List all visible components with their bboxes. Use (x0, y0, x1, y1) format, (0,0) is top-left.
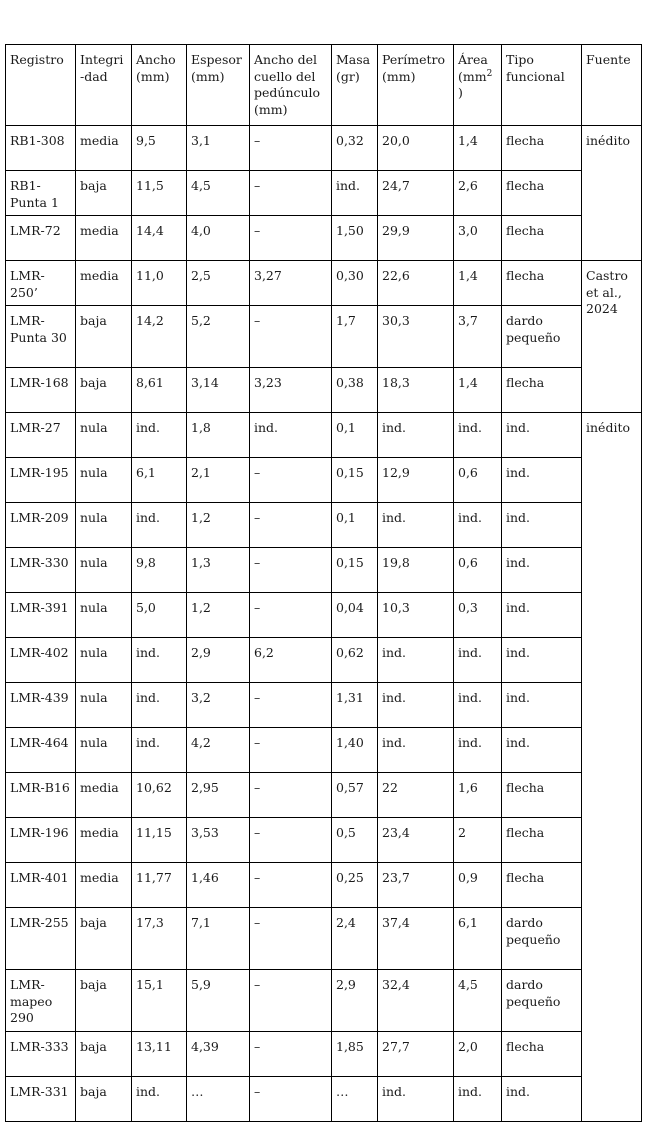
table-body (6, 126, 642, 1122)
cell-espesor: 2,9 (187, 638, 250, 683)
table-row (6, 683, 642, 728)
cell-espesor: … (187, 1077, 250, 1122)
table-row (6, 728, 642, 773)
cell-cuello: – (250, 863, 332, 908)
cell-registro: LMR-195 (6, 458, 76, 503)
cell-tipo: flecha (502, 818, 582, 863)
cell-masa: 1,50 (332, 216, 378, 261)
cell-masa: … (332, 1077, 378, 1122)
cell-espesor: 4,5 (187, 171, 250, 216)
table-row (6, 261, 642, 306)
cell-ancho: 9,5 (132, 126, 187, 171)
cell-tipo: dardo pequeño (502, 306, 582, 368)
cell-area: ind. (454, 683, 502, 728)
cell-ancho: 15,1 (132, 970, 187, 1032)
cell-fuente: Castro et al., 2024 (582, 261, 642, 413)
cell-tipo: ind. (502, 593, 582, 638)
cell-masa: 0,32 (332, 126, 378, 171)
cell-perimetro: ind. (378, 638, 454, 683)
cell-masa: 0,5 (332, 818, 378, 863)
cell-area: 0,6 (454, 548, 502, 593)
cell-perimetro: ind. (378, 683, 454, 728)
cell-area: 1,6 (454, 773, 502, 818)
cell-registro: RB1-308 (6, 126, 76, 171)
cell-masa: 0,62 (332, 638, 378, 683)
cell-espesor: 5,9 (187, 970, 250, 1032)
cell-integridad: nula (76, 683, 132, 728)
cell-area: 3,7 (454, 306, 502, 368)
cell-area: 6,1 (454, 908, 502, 970)
cell-espesor: 7,1 (187, 908, 250, 970)
cell-cuello: – (250, 458, 332, 503)
cell-tipo: flecha (502, 773, 582, 818)
cell-perimetro: 32,4 (378, 970, 454, 1032)
cell-perimetro: 29,9 (378, 216, 454, 261)
cell-tipo: flecha (502, 216, 582, 261)
cell-integridad: media (76, 216, 132, 261)
cell-integridad: nula (76, 593, 132, 638)
cell-espesor: 2,95 (187, 773, 250, 818)
cell-tipo: flecha (502, 171, 582, 216)
cell-registro: LMR-168 (6, 368, 76, 413)
cell-integridad: baja (76, 1032, 132, 1077)
cell-cuello: – (250, 683, 332, 728)
cell-perimetro: 10,3 (378, 593, 454, 638)
cell-tipo: flecha (502, 261, 582, 306)
cell-registro: LMR-27 (6, 413, 76, 458)
cell-integridad: baja (76, 970, 132, 1032)
cell-perimetro: 22,6 (378, 261, 454, 306)
cell-registro: LMR-mapeo 290 (6, 970, 76, 1032)
cell-ancho: 13,11 (132, 1032, 187, 1077)
cell-perimetro: 37,4 (378, 908, 454, 970)
cell-espesor: 4,0 (187, 216, 250, 261)
cell-cuello: – (250, 773, 332, 818)
cell-integridad: nula (76, 548, 132, 593)
cell-integridad: baja (76, 368, 132, 413)
header-row (6, 45, 642, 126)
cell-espesor: 3,14 (187, 368, 250, 413)
cell-registro: LMR-196 (6, 818, 76, 863)
cell-cuello: – (250, 908, 332, 970)
header-integridad: Integri-dad (76, 45, 132, 126)
cell-integridad: baja (76, 1077, 132, 1122)
cell-cuello: – (250, 818, 332, 863)
cell-integridad: nula (76, 458, 132, 503)
cell-masa: 1,7 (332, 306, 378, 368)
cell-cuello: – (250, 1032, 332, 1077)
cell-tipo: dardo pequeño (502, 908, 582, 970)
cell-ancho: ind. (132, 413, 187, 458)
cell-registro: LMR-401 (6, 863, 76, 908)
cell-masa: 0,25 (332, 863, 378, 908)
table-row (6, 368, 642, 413)
cell-tipo: ind. (502, 638, 582, 683)
header-area-close: ) (458, 85, 463, 100)
cell-espesor: 1,8 (187, 413, 250, 458)
cell-tipo: flecha (502, 1032, 582, 1077)
table-row (6, 970, 642, 1032)
cell-integridad: baja (76, 908, 132, 970)
cell-cuello: – (250, 728, 332, 773)
cell-fuente: inédito (582, 126, 642, 261)
cell-espesor: 1,3 (187, 548, 250, 593)
cell-integridad: nula (76, 728, 132, 773)
cell-area: ind. (454, 1077, 502, 1122)
cell-ancho: ind. (132, 503, 187, 548)
table-row (6, 908, 642, 970)
cell-area: 1,4 (454, 368, 502, 413)
cell-fuente: inédito (582, 413, 642, 1122)
cell-registro: RB1-Punta 1 (6, 171, 76, 216)
cell-area: 2 (454, 818, 502, 863)
cell-perimetro: 23,4 (378, 818, 454, 863)
cell-cuello: – (250, 548, 332, 593)
cell-integridad: media (76, 773, 132, 818)
cell-ancho: 11,5 (132, 171, 187, 216)
cell-cuello: ind. (250, 413, 332, 458)
cell-tipo: ind. (502, 413, 582, 458)
cell-espesor: 2,1 (187, 458, 250, 503)
cell-registro: LMR-439 (6, 683, 76, 728)
table-row (6, 306, 642, 368)
cell-espesor: 3,1 (187, 126, 250, 171)
header-fuente: Fuente (582, 45, 642, 126)
cell-masa: ind. (332, 171, 378, 216)
cell-integridad: media (76, 126, 132, 171)
cell-perimetro: 18,3 (378, 368, 454, 413)
table-row (6, 593, 642, 638)
cell-integridad: nula (76, 503, 132, 548)
cell-ancho: 8,61 (132, 368, 187, 413)
cell-ancho: ind. (132, 1077, 187, 1122)
cell-area: 4,5 (454, 970, 502, 1032)
cell-espesor: 3,2 (187, 683, 250, 728)
table-row (6, 638, 642, 683)
table-row (6, 503, 642, 548)
cell-tipo: flecha (502, 126, 582, 171)
cell-registro: LMR-402 (6, 638, 76, 683)
cell-cuello: – (250, 126, 332, 171)
table-row (6, 126, 642, 171)
header-espesor: Espesor (mm) (187, 45, 250, 126)
cell-registro: LMR-331 (6, 1077, 76, 1122)
table-row (6, 548, 642, 593)
cell-registro: LMR-391 (6, 593, 76, 638)
cell-area: 1,4 (454, 261, 502, 306)
header-area-label: Área (mm (458, 52, 488, 84)
cell-registro: LMR-255 (6, 908, 76, 970)
cell-cuello: 6,2 (250, 638, 332, 683)
cell-registro: LMR-333 (6, 1032, 76, 1077)
data-table (5, 44, 642, 1122)
cell-ancho: 14,4 (132, 216, 187, 261)
cell-area: 0,6 (454, 458, 502, 503)
cell-tipo: flecha (502, 368, 582, 413)
cell-integridad: nula (76, 413, 132, 458)
cell-ancho: 10,62 (132, 773, 187, 818)
table-row (6, 1077, 642, 1122)
cell-ancho: 11,15 (132, 818, 187, 863)
cell-tipo: ind. (502, 1077, 582, 1122)
cell-masa: 1,85 (332, 1032, 378, 1077)
cell-integridad: media (76, 818, 132, 863)
table-row (6, 773, 642, 818)
table-row (6, 458, 642, 503)
cell-cuello: – (250, 306, 332, 368)
header-cuello: Ancho del cuello del pedúnculo (mm) (250, 45, 332, 126)
cell-masa: 0,57 (332, 773, 378, 818)
cell-masa: 2,9 (332, 970, 378, 1032)
cell-ancho: 9,8 (132, 548, 187, 593)
cell-perimetro: 12,9 (378, 458, 454, 503)
cell-ancho: ind. (132, 728, 187, 773)
header-ancho: Ancho (mm) (132, 45, 187, 126)
cell-masa: 0,1 (332, 503, 378, 548)
header-masa: Masa (gr) (332, 45, 378, 126)
cell-area: 2,0 (454, 1032, 502, 1077)
cell-espesor: 4,39 (187, 1032, 250, 1077)
cell-area: ind. (454, 638, 502, 683)
cell-ancho: 17,3 (132, 908, 187, 970)
header-tipo: Tipo funcional (502, 45, 582, 126)
header-registro: Registro (6, 45, 76, 126)
cell-perimetro: 27,7 (378, 1032, 454, 1077)
cell-ancho: 5,0 (132, 593, 187, 638)
cell-ancho: ind. (132, 638, 187, 683)
cell-cuello: 3,23 (250, 368, 332, 413)
cell-ancho: 6,1 (132, 458, 187, 503)
cell-registro: LMR-Punta 30 (6, 306, 76, 368)
cell-perimetro: 24,7 (378, 171, 454, 216)
cell-tipo: ind. (502, 728, 582, 773)
cell-ancho: 11,0 (132, 261, 187, 306)
cell-masa: 1,31 (332, 683, 378, 728)
cell-tipo: ind. (502, 503, 582, 548)
cell-espesor: 5,2 (187, 306, 250, 368)
cell-area: 2,6 (454, 171, 502, 216)
cell-cuello: – (250, 216, 332, 261)
cell-integridad: media (76, 863, 132, 908)
cell-tipo: ind. (502, 548, 582, 593)
cell-masa: 0,38 (332, 368, 378, 413)
cell-registro: LMR-464 (6, 728, 76, 773)
cell-area: 0,3 (454, 593, 502, 638)
cell-area: 1,4 (454, 126, 502, 171)
cell-cuello: – (250, 593, 332, 638)
cell-espesor: 3,53 (187, 818, 250, 863)
cell-integridad: media (76, 261, 132, 306)
cell-perimetro: ind. (378, 1077, 454, 1122)
cell-ancho: 11,77 (132, 863, 187, 908)
table-row (6, 413, 642, 458)
cell-espesor: 1,2 (187, 593, 250, 638)
cell-registro: LMR-72 (6, 216, 76, 261)
table-row (6, 818, 642, 863)
cell-perimetro: ind. (378, 503, 454, 548)
cell-registro: LMR-B16 (6, 773, 76, 818)
cell-perimetro: 20,0 (378, 126, 454, 171)
cell-integridad: baja (76, 171, 132, 216)
cell-perimetro: 19,8 (378, 548, 454, 593)
cell-cuello: – (250, 503, 332, 548)
table-row (6, 216, 642, 261)
cell-cuello: – (250, 970, 332, 1032)
cell-registro: LMR-250’ (6, 261, 76, 306)
cell-cuello: – (250, 171, 332, 216)
cell-masa: 0,30 (332, 261, 378, 306)
cell-masa: 2,4 (332, 908, 378, 970)
cell-tipo: ind. (502, 458, 582, 503)
cell-area: ind. (454, 413, 502, 458)
cell-area: ind. (454, 503, 502, 548)
cell-cuello: 3,27 (250, 261, 332, 306)
cell-masa: 0,1 (332, 413, 378, 458)
cell-perimetro: ind. (378, 413, 454, 458)
cell-area: ind. (454, 728, 502, 773)
cell-tipo: flecha (502, 863, 582, 908)
table-row (6, 863, 642, 908)
cell-masa: 0,15 (332, 458, 378, 503)
cell-ancho: ind. (132, 683, 187, 728)
cell-perimetro: 23,7 (378, 863, 454, 908)
cell-integridad: nula (76, 638, 132, 683)
cell-espesor: 1,46 (187, 863, 250, 908)
cell-masa: 0,04 (332, 593, 378, 638)
cell-masa: 1,40 (332, 728, 378, 773)
cell-area: 3,0 (454, 216, 502, 261)
table-row (6, 1032, 642, 1077)
header-perimetro: Perímetro (mm) (378, 45, 454, 126)
cell-perimetro: ind. (378, 728, 454, 773)
cell-cuello: – (250, 1077, 332, 1122)
cell-integridad: baja (76, 306, 132, 368)
cell-espesor: 1,2 (187, 503, 250, 548)
cell-masa: 0,15 (332, 548, 378, 593)
cell-espesor: 2,5 (187, 261, 250, 306)
cell-registro: LMR-330 (6, 548, 76, 593)
header-area (454, 45, 502, 126)
cell-perimetro: 30,3 (378, 306, 454, 368)
cell-area: 0,9 (454, 863, 502, 908)
header-area-sup: 2 (486, 68, 493, 79)
cell-tipo: dardo pequeño (502, 970, 582, 1032)
cell-espesor: 4,2 (187, 728, 250, 773)
cell-registro: LMR-209 (6, 503, 76, 548)
table-row (6, 171, 642, 216)
cell-tipo: ind. (502, 683, 582, 728)
cell-ancho: 14,2 (132, 306, 187, 368)
cell-perimetro: 22 (378, 773, 454, 818)
